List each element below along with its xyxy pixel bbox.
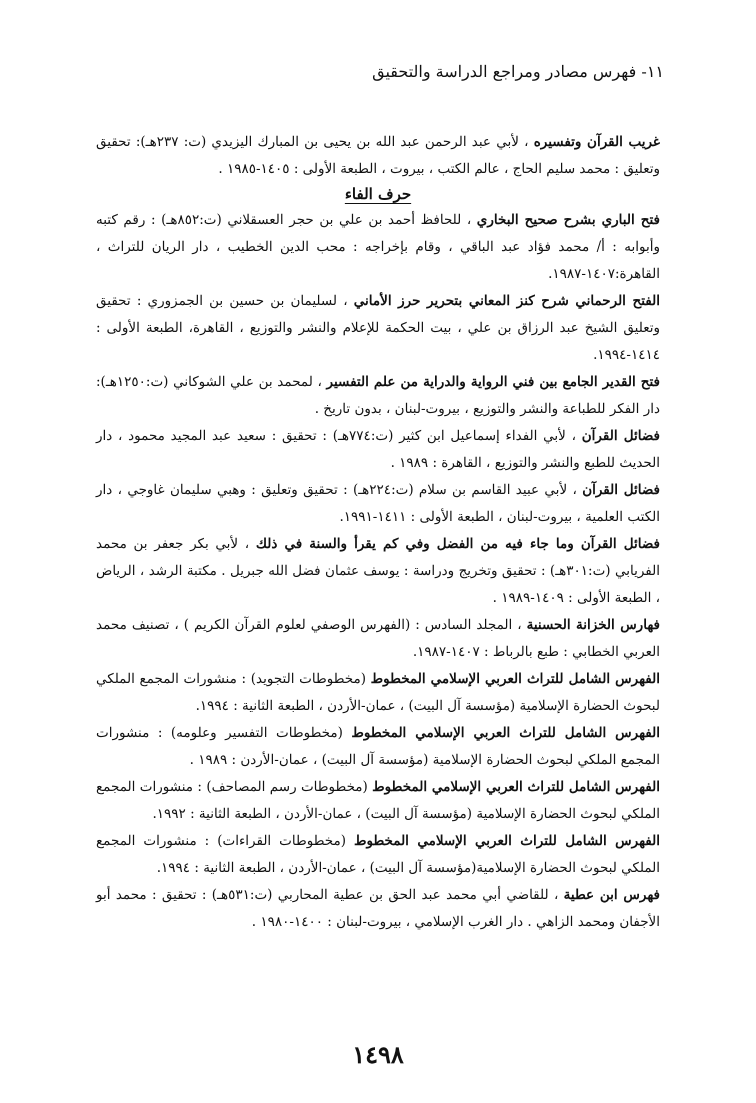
entry-title: الفهرس الشامل للتراث العربي الإسلامي المخطوط [354, 833, 660, 849]
entry-details: ، المجلد السادس : (الفهرس الوصفي لعلوم القرآن الكريم ) ، تصنيف محمد العربي الخطابي : طبع بالرباط : ١٤٠٧-١٩٨٧. [96, 617, 660, 660]
bibliography-entry [96, 828, 660, 882]
entry-title: فهرس ابن عطية [563, 887, 660, 903]
running-head: ١١- فهرس مصادر ومراجع الدراسة والتحقيق [372, 62, 664, 81]
entry-details: ، للحافظ أحمد بن علي بن حجر العسقلاني (ت:٨٥٢هـ) : رقم كتبه وأبوابه : أ/ محمد فؤاد عبد الباقي ، وقام بإخراجه : محب الدين الخطيب ، دار الريان للتراث ، القاهرة:١٤٠٧-١٩٨٧. [96, 212, 660, 282]
entry-details: (مخطوطات رسم المصاحف) : منشورات المجمع الملكي لبحوث الحضارة الإسلامية (مؤسسة آل البيت) ، عمان-الأردن ، الطبعة الثانية : ١٩٩٢. [96, 779, 660, 822]
bibliography-entry [96, 129, 660, 183]
entry-details: (مخطوطات القراءات) : منشورات المجمع الملكي لبحوث الحضارة الإسلامية(مؤسسة آل البيت) ، عمان-الأردن ، الطبعة الثانية : ١٩٩٤. [96, 833, 660, 876]
bibliography-entry [96, 288, 660, 369]
entry-title: فضائل القرآن وما جاء فيه من الفضل وفي كم يقرأ والسنة في ذلك [255, 536, 660, 552]
bibliography-entry [96, 720, 660, 774]
entry-title: الفتح الرحماني شرح كنز المعاني بتحرير حرز الأماني [353, 293, 660, 309]
entry-details: (مخطوطات التجويد) : منشورات المجمع الملكي لبحوث الحضارة الإسلامية (مؤسسة آل البيت) ، عمان-الأردن ، الطبعة الثانية : ١٩٩٤. [96, 671, 660, 714]
bibliography-entry [96, 477, 660, 531]
bibliography-entry [96, 612, 660, 666]
bibliography-entry [96, 369, 660, 423]
bibliography-entry [96, 423, 660, 477]
entry-details: ، لأبي بكر جعفر بن محمد الفريابي (ت:٣٠١هـ) : تحقيق وتخريج ودراسة : يوسف عثمان فضل الله جبريل . مكتبة الرشد ، الرياض ، الطبعة الأولى : ١٤٠٩-١٩٨٩ . [96, 536, 660, 606]
bibliography-entry [96, 774, 660, 828]
bibliography-entry [96, 531, 660, 612]
entry-details: ، للقاضي أبي محمد عبد الحق بن عطية المحاربي (ت:٥٣١هـ) : تحقيق : محمد أبو الأجفان ومحمد الزاهي . دار الغرب الإسلامي ، بيروت-لبنان : ١٤٠٠-١٩٨٠ . [96, 887, 660, 930]
entry-title: غريب القرآن وتفسيره [533, 134, 660, 150]
entry-title: فضائل القرآن [582, 482, 660, 498]
page-number: ١٤٩٨ [352, 1040, 404, 1069]
entry-details: ، لأبي عبيد القاسم بن سلام (ت:٢٢٤هـ) : تحقيق وتعليق : وهبي سليمان غاوجي ، دار الكتب العلمية ، بيروت-لبنان ، الطبعة الأولى : ١٤١١-١٩٩١. [96, 482, 660, 525]
entry-title: الفهرس الشامل للتراث العربي الإسلامي المخطوط [351, 725, 660, 741]
entry-title: الفهرس الشامل للتراث العربي الإسلامي المخطوط [372, 779, 660, 795]
entry-title: الفهرس الشامل للتراث العربي الإسلامي المخطوط [370, 671, 660, 687]
entry-details: ، لسليمان بن حسين بن الجمزوري : تحقيق وتعليق الشيخ عبد الرزاق بن علي ، بيت الحكمة للإعلام والنشر والتوزيع ، القاهرة، الطبعة الأولى : ١٤١٤-١٩٩٤. [96, 293, 660, 363]
section-heading: حرف الفاء [344, 185, 412, 203]
entry-details: ، لأبي عبد الرحمن عبد الله بن يحيى بن المبارك اليزيدي (ت: ٢٣٧هـ): تحقيق وتعليق : محمد سليم الحاج ، عالم الكتب ، بيروت ، الطبعة الأولى : ١٤٠٥-١٩٨٥ . [96, 134, 660, 177]
bibliography-entry [96, 666, 660, 720]
entry-title: فتح القدير الجامع بين فني الرواية والدراية من علم التفسير [326, 374, 660, 390]
entry-details: ، لمحمد بن علي الشوكاني (ت:١٢٥٠هـ): دار الفكر للطباعة والنشر والتوزيع ، بيروت-لبنان ، بدون تاريخ . [96, 374, 660, 417]
bibliography-entry [96, 882, 660, 936]
bibliography-list [96, 129, 660, 936]
entry-title: فهارس الخزانة الحسنية [526, 617, 660, 633]
entry-details: ، لأبي الفداء إسماعيل ابن كثير (ت:٧٧٤هـ) : تحقيق : سعيد عبد المجيد محمود ، دار الحديث للطبع والنشر والتوزيع ، القاهرة : ١٩٨٩ . [96, 428, 660, 471]
entry-details: (مخطوطات التفسير وعلومه) : منشورات المجمع الملكي لبحوث الحضارة الإسلامية (مؤسسة آل البيت) ، عمان-الأردن : ١٩٨٩ . [96, 725, 660, 768]
entry-title: فتح الباري بشرح صحيح البخاري [476, 212, 660, 228]
entry-title: فضائل القرآن [581, 428, 660, 444]
bibliography-entry [96, 207, 660, 288]
